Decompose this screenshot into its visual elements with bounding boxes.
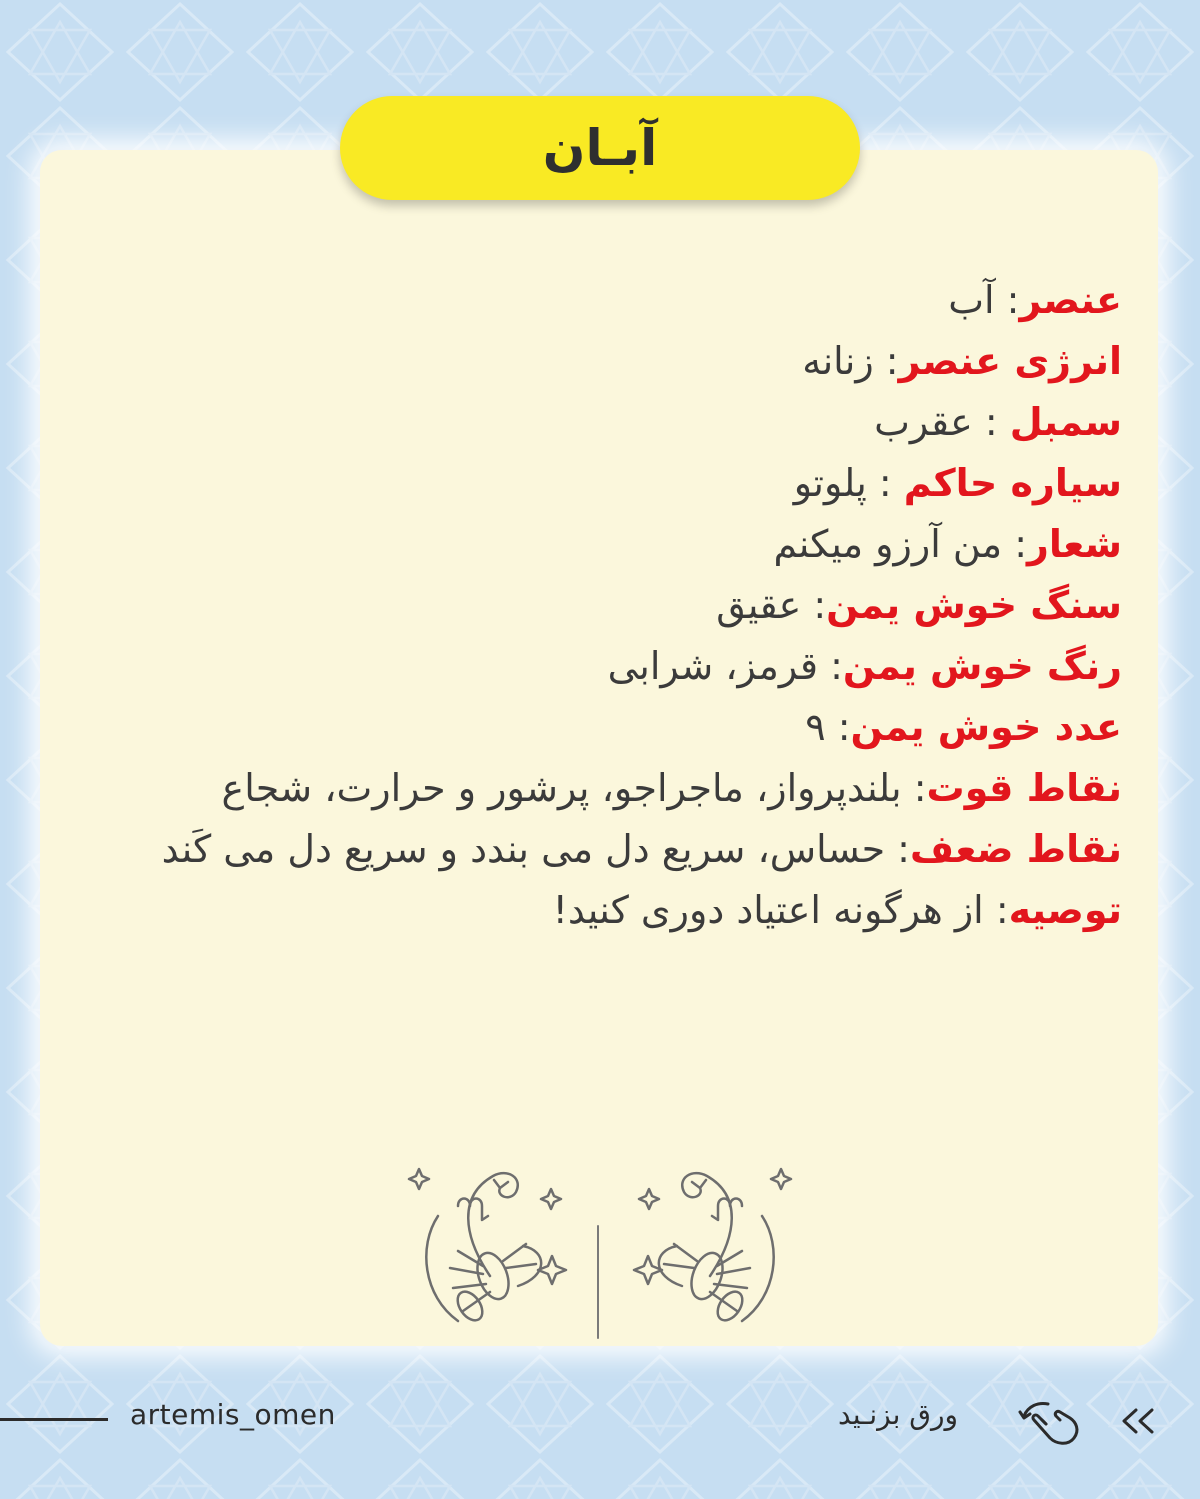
attribute-value: پلوتو [793, 461, 867, 505]
attribute-value: من آرزو میکنم [773, 522, 1003, 566]
scorpio-emblem-icon [398, 1156, 802, 1342]
page-title: آبـان [542, 119, 658, 177]
attribute-label: توصیه [1008, 888, 1122, 932]
attribute-label: سنگ خوش یمن [826, 583, 1122, 627]
attribute-label: سمبل [1009, 400, 1122, 444]
swipe-label: ورق بزنـید [838, 1398, 959, 1431]
attribute-label: شعار [1027, 522, 1122, 566]
attribute-row-planet: سیاره حاکم : پلوتو [793, 461, 1122, 505]
attribute-row-strengths: نقاط قوت: بلندپرواز، ماجراجو، پرشور و حرارت، شجاع [221, 766, 1122, 810]
attribute-value: عقیق [716, 583, 802, 627]
attribute-label: عدد خوش یمن [850, 705, 1122, 749]
double-chevron-icon[interactable] [1118, 1402, 1164, 1440]
attribute-row-element-energy: انرژی عنصر: زنانه [802, 339, 1122, 383]
attribute-value: ۹ [805, 705, 826, 749]
attribute-label: عنصر [1019, 278, 1122, 322]
attribute-row-motto: شعار: من آرزو میکنم [773, 522, 1122, 566]
account-handle[interactable]: artemis_omen [130, 1398, 336, 1431]
swipe-hand-icon[interactable] [1016, 1394, 1086, 1450]
attribute-row-element: عنصر: آب [948, 278, 1122, 322]
attribute-label: نقاط ضعف [909, 827, 1122, 871]
attribute-row-symbol: سمبل : عقرب [874, 400, 1122, 444]
attribute-value: از هرگونه اعتیاد دوری کنید! [552, 888, 984, 932]
attribute-label: سیاره حاکم [903, 461, 1122, 505]
title-pill [340, 96, 860, 200]
attribute-value: آب [948, 278, 995, 322]
attribute-label: انرژی عنصر [898, 339, 1122, 383]
attribute-value: حساس، سریع دل می بندد و سریع دل می کَند [161, 827, 886, 871]
attribute-value: قرمز، شرابی [607, 644, 818, 688]
attribute-value: بلندپرواز، ماجراجو، پرشور و حرارت، شجاع [221, 766, 902, 810]
attribute-label: نقاط قوت [926, 766, 1122, 810]
attribute-value: زنانه [802, 339, 874, 383]
footer-divider [0, 1418, 108, 1421]
attribute-row-stone: سنگ خوش یمن: عقیق [716, 583, 1122, 627]
attribute-row-number: عدد خوش یمن: ۹ [805, 705, 1122, 749]
scorpion-left-icon [409, 1169, 566, 1325]
attribute-row-advice: توصیه: از هرگونه اعتیاد دوری کنید! [552, 888, 1122, 932]
attribute-list [72, 270, 1122, 941]
attribute-value: عقرب [874, 400, 973, 444]
scorpion-right-icon [634, 1169, 791, 1325]
attribute-row-color: رنگ خوش یمن: قرمز، شرابی [607, 644, 1122, 688]
attribute-label: رنگ خوش یمن [842, 644, 1122, 688]
attribute-row-weaknesses: نقاط ضعف: حساس، سریع دل می بندد و سریع دل می کَند [161, 827, 1122, 871]
